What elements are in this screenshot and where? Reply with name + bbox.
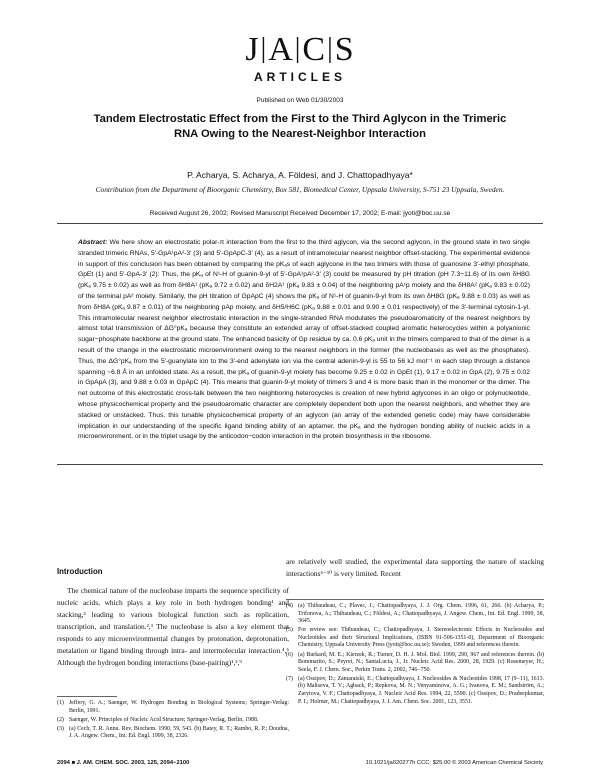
footnotes-right [286,603,544,708]
abstract [78,238,530,443]
section-heading-introduction: Introduction [57,567,103,576]
author-list: P. Acharya, S. Acharya, A. Földesi, and J. Chattopadhyaya* [187,170,413,180]
footer-citation: 2094 ■ J. AM. CHEM. SOC. 2003, 125, 2094−2100 [57,760,190,766]
footnote: (1) Jeffery, G. A.; Saenger, W. Hydrogen Bonding in Biological Systems; Springer-Verlag: Berlin, 1991. [57,700,289,714]
logo-letter-a: A [268,31,294,68]
footnote: (5) For review see: Thibaudeau, C.; Chattopadhyaya, J. Stereoelectronic Effects in Nucleosides and Nucleotides and their Structural Implications, (ISBN 91-506-1351-0), Department of Bioorganic Chemistry, Uppsala University Press (jyoti@boc.uu.se): Sweden, 1999 and references therein. [286,627,544,649]
logo-letter-s: S [334,31,355,68]
abstract-label: Abstract: [78,239,108,246]
journal-logo: J | A | C | S [245,31,355,68]
footnotes-left [57,700,289,742]
intro-column-left [57,585,289,669]
footnote-rule-left [57,696,117,697]
footnote: (3) (a) Cech, T. R. Annu. Rev. Biochem. 1990, 59, 543. (b) Batey, R. T.; Rambo, R. P.; Doudna, J. A. Angew. Chem., Int. Ed. Engl. 1999, 38, 2326. [57,725,289,740]
intro-column-right [286,556,544,580]
page-footer [57,760,543,770]
footnote: (7) (a) Ossipov, D.; Zamaratski, E.; Chattopadhyaya, J. Nucleosides & Nucleotides 1998, 17 (9−11), 1613. (b) Maltseva, T. V.; Agback, P.; Repkova, M. N.; Venyaminova, A. G.; Ivanova, E. M.; Sandström, A.; Zarytova, V. F.; Chattopadhyaya, J. Nucleic Acid Res. 1994, 22, 5590. (c) Ossipov, D.; Pradeepkumar, P. I.; Holmer, M.; Chattopadhyaya, J. J. Am. Chem. Soc. 2001, 123, 3551. [286,675,544,705]
footnote: (4) (a) Thibaudeau, C.; Plavec, J.; Chattopadhyaya, J. J. Org. Chem. 1996, 61, 266. (b) Acharya, P.; Trifonova, A.; Thibaudeau, C.; Földesi, A.; Chattopadhyaya, J. Angew. Chem., Int. Ed. Engl. 1999, 38, 3645. [286,603,544,625]
logo-letter-j: J [245,31,260,68]
article-title: Tandem Electrostatic Effect from the First to the Third Aglycon in the Trimeric RNA Owing to the Nearest-Neighbor Interaction [93,113,507,140]
intro-paragraph-continued: are relatively well studied, the experimental data supporting the nature of stacking interactions⁶⁻¹⁰ is very limited. Recent [286,557,544,578]
abstract-text: We here show an electrostatic polar-π interaction from the first to the third aglycon, via the second aglycon, in the ground state in two single stranded trimeric RNAs, 5′-GpA¹pA²-3′ (3) and 5′-GpApC-3′ (4), as a result of intramolecular nearest neighbor offset-stacking. The experimental evidence in support of this conclusion has been obtained by comparing the pKₐs of each aglycone in the two trimers with those of guanosine 3′-ethyl phosphate, GpEt (1) and 5′-GpA-3′ (2): Thus, the pKₐ of N¹-H of guanin-9-yl of 5′-GpA¹pA²-3′ (3) could be measured by pH titration (pH 7.3−11.6) of its own δH8G (pKₐ 9.75 ± 0.02) as well as from δH8A¹ (pKₐ 9.72 ± 0.02) and δH2A¹ (pKₐ 9.83 ± 0.04) of the neighboring pA¹p moiety and the δH8A² (pKₐ 9.83 ± 0.02) of the terminal pA² moiety. Similarly, the pH titration of GpApC (4) shows the pKₐ of N¹-H of guanin-9-yl from its own δH8G (pKₐ 9.88 ± 0.03) as well as from δH8A (pKₐ 9.87 ± 0.01) of the neighboring pAp moiety, and δH5/H6C (pKₐ 9.88 ± 0.01 and 9.90 ± 0.01 respectively) of the 3′-terminal cytosin-1-yl. This intramolecular nearest neighbor electrostatic interaction in the single-stranded RNA modulates the pseudoaromaticity of the nearest neighbors by almost total transmission of ΔG°pKₐ because they constitute an extended array of offset-stacked coupled aromatic heterocycles within a polyanionic sugar−phosphate backbone at the ground state. The enhanced basicity of Gp residue by ca. 0.6 pKₐ unit in the trimers compared to that of the dimer is a result of the change in the electrostatic microenvironment owing to the nearest neighbors in the former (the nucleobases as well as the phosphates). Thus, the ΔG°pKₐ from the 5′-guanylate ion to the 3′-end adenylate ion via the central adenin-9-yl is 55 to 56 kJ mol⁻¹ in each step through a distance spanning ~6.8 Å in an unfolded state. As a result, the pKₐ of guanin-9-yl moiety has become 9.25 ± 0.02 in GpEt (1), 9.17 ± 0.02 in GpA (2), 9.75 ± 0.02 in GpApA (3), and 9.88 ± 0.03 in GpApC (4). This means that guanin-9-yl moiety of trimers 3 and 4 is more basic than in the monomer or the dimer. The net outcome of this electrostatic cross-talk between the two neighboring heterocycles is creation of new hybrid aglycones in an oligo or polynucleotide, whose physicochemical property and the pseudoaromatic character are completely dependent both upon the nearest neighbors, and whether they are stacked or unstacked. Thus, this tunable physicochemical property of an aglycon (an array of the extended genetic code) may have considerable implication in our understanding of the specific ligand binding ability of an aptamer, the pKₐ and the hydrogen bonding ability of nucleic acids in a microenvironment, or in the triplet usage by the anticodon−codon interaction in the protein biosynthesis in the ribosome. [78,239,530,441]
affiliation: Contribution from the Department of Bioorganic Chemistry, Box 581, Biomedical Center, Uppsala University, S-751 23 Uppsala, Sweden. [95,185,505,194]
published-date: Published on Web 01/30/2003 [256,97,344,104]
received-dates: Received August 26, 2002; Revised Manuscript Received December 17, 2002; E-mail: jyoti@boc.uu.se [149,210,451,217]
footer-doi: 10.1021/ja020277h CCC: $25.00 © 2003 American Chemical Society [365,760,543,766]
footnote-rule-right [286,599,544,600]
logo-letter-c: C [302,31,327,68]
footnote: (6) (a) Burkard, M. E.; Kierzek, R.; Turner, D. H. J. Mol. Biol. 1999, 290, 967 and references therein. (b) Bommarito, S.; Peyret, N.; SantaLucia, J., Jr. Nucleic Acid Res. 2000, 28, 1929. (c) Rosemeyer, H.; Seela, F. J. Chem. Soc., Perkin Trans. 2, 2002, 746−750. [286,651,544,673]
section-label: ARTICLES [254,70,346,84]
footnote: (2) Saenger, W. Principles of Nucleic Acid Structure; Springer-Verlag, Berlin, 1988. [57,716,259,723]
intro-paragraph: The chemical nature of the nucleobase imparts the sequence specificity of nucleic acids, which plays a key role in both hydrogen bonding¹ and stacking,² leading to various biological function such as replication, transcription, and translation.²,³ The nucleobase is also a key element that responds to any microenvironmental changes by protonation, deprotonation, metalation or ligand binding through intra- and intermolecular interaction.⁴,⁵ Although the hydrogen bonding interactions (base-pairing)¹,²,⁹ [57,586,289,667]
